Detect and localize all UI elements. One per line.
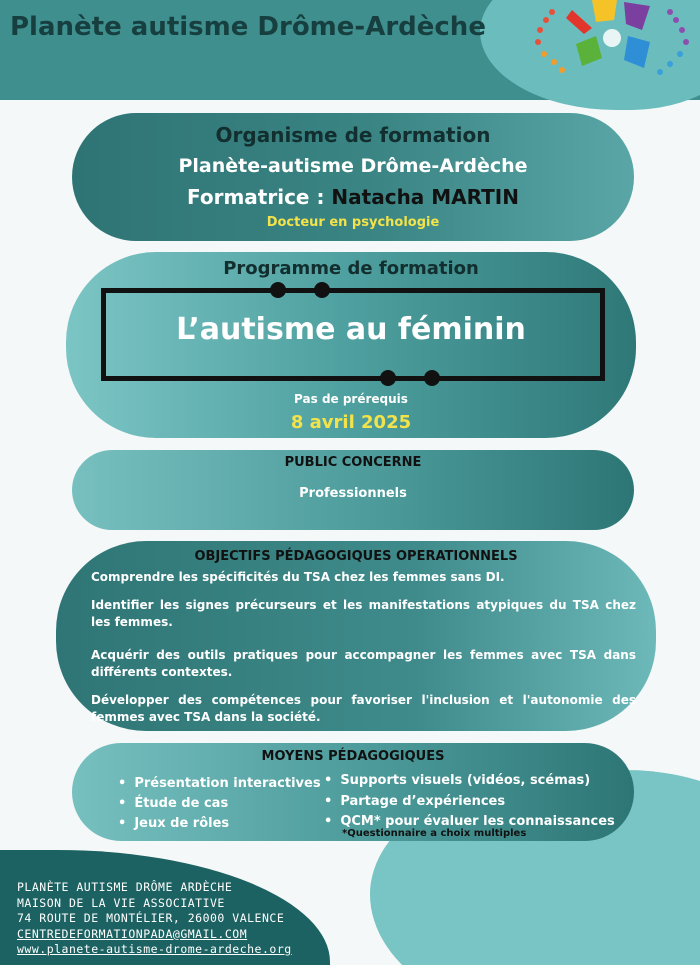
objectifs-label: OBJECTIFS PÉDAGOGIQUES OPERATIONNELS <box>194 549 518 564</box>
trainer-label: Formatrice : <box>187 185 332 209</box>
programme-card <box>66 252 636 438</box>
organisme-label: Organisme de formation <box>215 123 491 147</box>
moyens-list-right <box>324 771 615 833</box>
prerequisites: Pas de prérequis <box>294 392 408 406</box>
list-item: • Supports visuels (vidéos, scémas) <box>324 771 615 792</box>
email-link[interactable]: CENTREDEFORMATIONPADA@GMAIL.COM <box>17 926 248 941</box>
list-item: • QCM* pour évaluer les connaissances <box>324 812 615 833</box>
frame-dot <box>380 370 396 386</box>
moyens-label: MOYENS PÉDAGOGIQUES <box>261 749 445 764</box>
moyens-list-left <box>118 774 321 834</box>
course-date: 8 avril 2025 <box>290 412 412 433</box>
page-title: Planète autisme Drôme-Ardèche <box>10 12 486 42</box>
trainer-name: Natacha MARTIN <box>331 185 519 209</box>
frame-dot <box>314 282 330 298</box>
programme-label: Programme de formation <box>223 258 479 279</box>
footer-contact <box>17 880 292 958</box>
trainer-line <box>72 185 634 209</box>
footnote: *Questionnaire a choix multiples <box>342 828 527 839</box>
list-item: • Présentation interactives <box>118 774 321 794</box>
footer-org: PLANÈTE AUTISME DRÔME ARDÈCHE <box>17 880 233 894</box>
footer-building: MAISON DE LA VIE ASSOCIATIVE <box>17 895 225 910</box>
list-item: Identifier les signes précurseurs et les manifestations atypiques du TSA chez les femmes. <box>91 598 636 629</box>
list-item: • Partage d’expériences <box>324 792 615 813</box>
public-value: Professionnels <box>299 486 407 501</box>
frame-dot <box>424 370 440 386</box>
website-link[interactable]: www.planete-autisme-drome-ardeche.org <box>17 942 292 956</box>
course-title: L’autisme au féminin <box>176 312 526 347</box>
list-item: • Étude de cas <box>118 794 321 814</box>
colorful-hands-logo-icon <box>532 0 692 84</box>
objectifs-list <box>91 569 636 737</box>
list-item: • Jeux de rôles <box>118 814 321 834</box>
list-item: Acquérir des outils pratiques pour accompagner les femmes avec TSA dans différents contextes. <box>91 648 636 679</box>
public-card <box>72 450 634 530</box>
list-item: Comprendre les spécificités du TSA chez les femmes sans DI. <box>91 570 505 584</box>
objectifs-card <box>56 541 656 731</box>
organisme-card <box>72 113 634 241</box>
organisme-name: Planète-autisme Drôme-Ardèche <box>178 155 528 177</box>
trainer-title: Docteur en psychologie <box>266 215 440 230</box>
moyens-card <box>72 743 634 841</box>
list-item: Développer des compétences pour favoriser l'inclusion et l'autonomie des femmes avec TSA dans la société. <box>91 693 636 724</box>
frame-dot <box>270 282 286 298</box>
footer-address: 74 ROUTE DE MONTÉLIER, 26000 VALENCE <box>17 911 285 925</box>
public-label: PUBLIC CONCERNE <box>284 455 422 470</box>
